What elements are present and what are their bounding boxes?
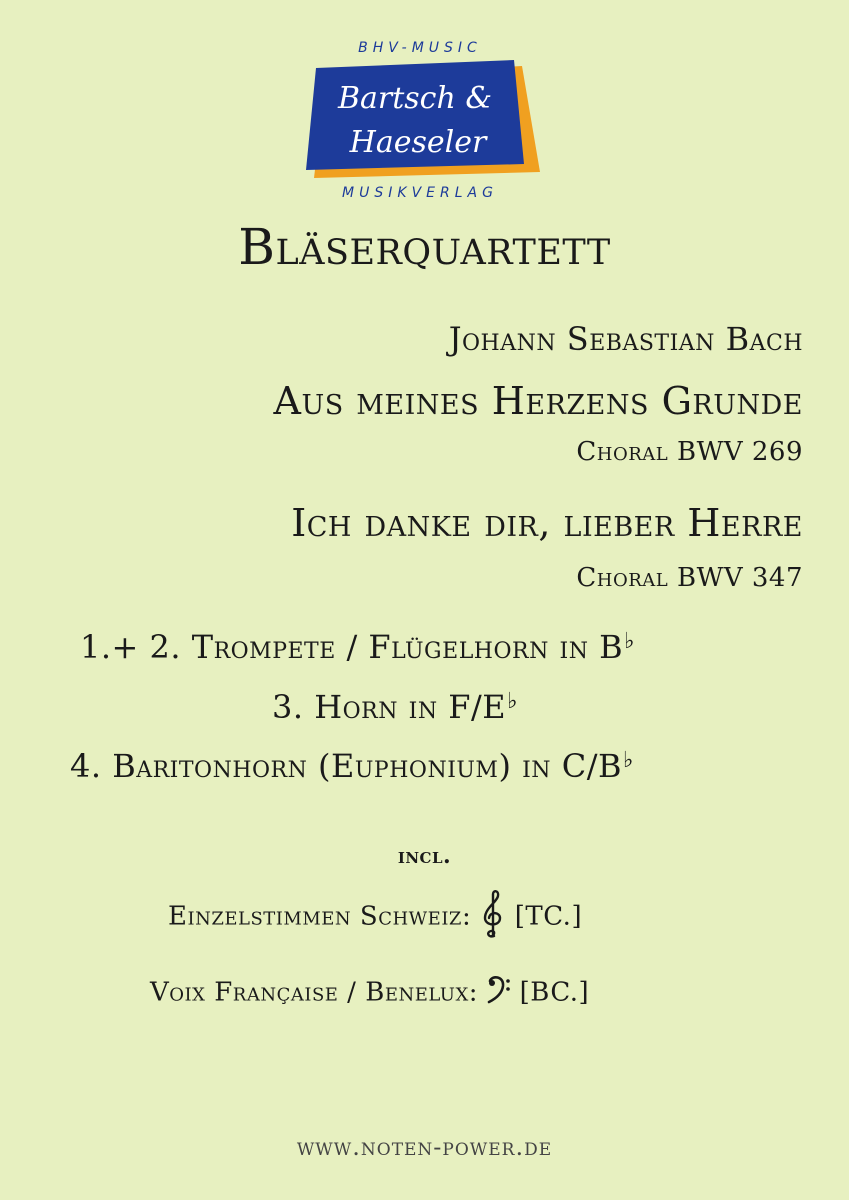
instrument-line-2 (272, 688, 518, 726)
extra-label: Voix Française / Benelux: (150, 977, 479, 1008)
extra-suffix: [TC.] (514, 901, 583, 932)
incl-label: incl. (397, 843, 452, 869)
extra-suffix: [BC.] (519, 977, 590, 1008)
logo-top-text: BHV-MUSIC (358, 40, 482, 56)
choral-number-2: Choral BWV 347 (576, 563, 803, 593)
instrument-text: 3. Horn in F/E (272, 688, 507, 726)
extra-parts-french (150, 975, 589, 1012)
logo-badge (300, 56, 540, 186)
flat-sign-icon: ♭ (624, 629, 636, 654)
instrument-line-1 (80, 628, 635, 666)
treble-clef-icon (480, 888, 506, 947)
logo-line1: Bartsch & (337, 81, 493, 116)
piece-title-1: Aus meines Herzens Grunde (273, 379, 803, 423)
choral-number-1: Choral BWV 269 (576, 437, 803, 467)
instrument-text: 1.+ 2. Trompete / Flügelhorn in B (80, 628, 624, 666)
page-title: Bläserquartett (238, 218, 611, 276)
publisher-logo (300, 38, 540, 208)
bass-clef-icon (487, 975, 511, 1012)
instrument-line-3 (70, 747, 634, 785)
instrument-text: 4. Baritonhorn (Euphonium) in C/B (70, 747, 622, 785)
flat-sign-icon: ♭ (623, 748, 634, 773)
website-url: www.noten-power.de (296, 1133, 553, 1161)
extra-parts-swiss (168, 888, 582, 947)
piece-title-2: Ich danke dir, lieber Herre (291, 501, 803, 545)
extra-label: Einzelstimmen Schweiz: (168, 901, 472, 932)
logo-bottom-text: MUSIKVERLAG (342, 185, 498, 201)
composer: Johann Sebastian Bach (448, 320, 803, 358)
flat-sign-icon: ♭ (507, 689, 518, 714)
logo-line2: Haeseler (349, 125, 487, 160)
